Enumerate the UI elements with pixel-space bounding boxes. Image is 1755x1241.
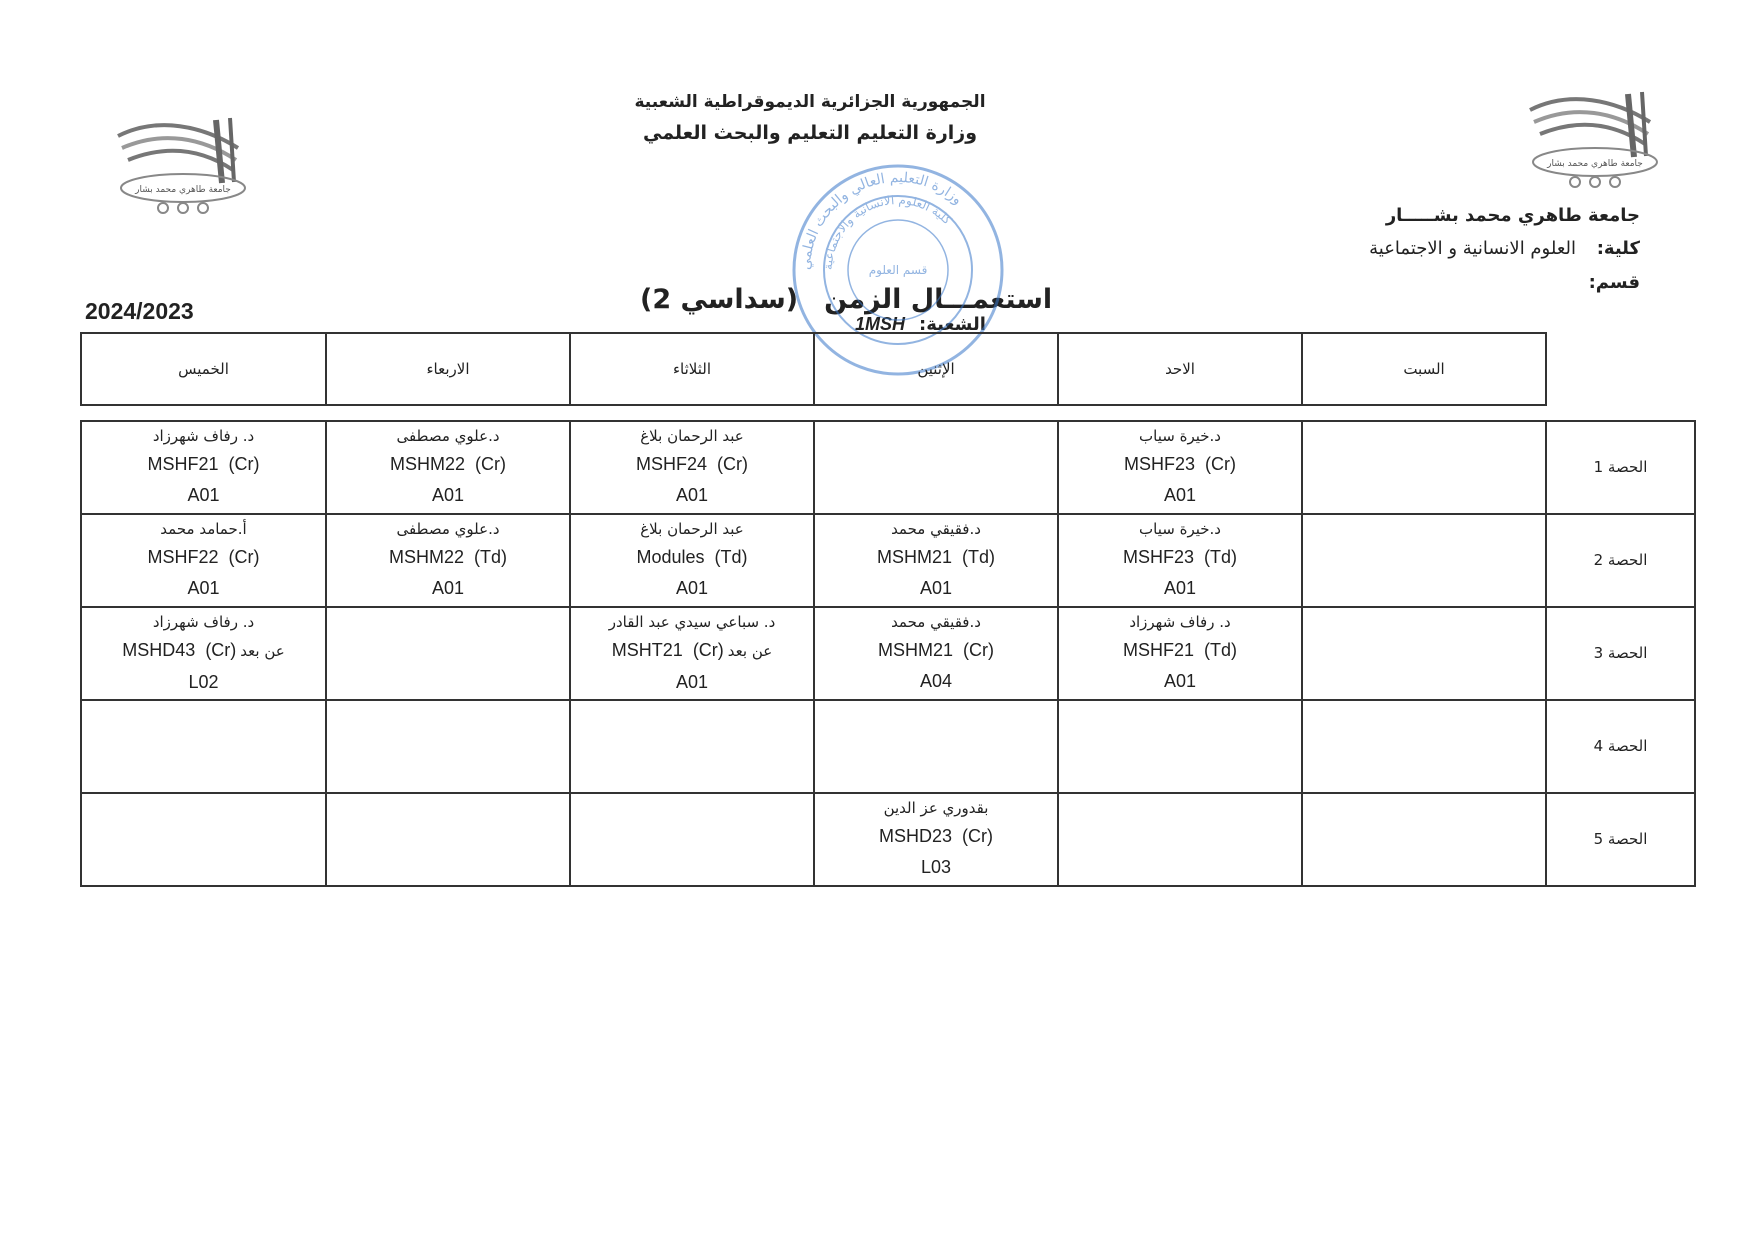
department-label: قسم: — [1588, 272, 1640, 293]
course-code: MSHM21 — [876, 547, 952, 567]
schedule-cell — [1058, 421, 1302, 514]
teacher-name: د.فقيقي محمد — [891, 613, 981, 631]
session-type: (Td) — [1204, 547, 1238, 567]
period-row — [81, 421, 1695, 514]
room-code: A01 — [675, 671, 709, 692]
teacher-name: بقدوري عز الدين — [883, 799, 989, 817]
teacher-name: د.علوي مصطفى — [396, 427, 500, 445]
schedule-cell — [570, 514, 814, 607]
room-code: A01 — [431, 485, 465, 505]
session-type: (Cr) — [962, 826, 994, 846]
schedule-cell — [81, 607, 326, 700]
course-code: MSHF23 — [1122, 547, 1194, 567]
course-code: MSHF22 — [147, 547, 219, 567]
course-code: MSHF23 — [1123, 454, 1195, 474]
teacher-name: د. رفاف شهرزاد — [152, 427, 255, 445]
period-label: الحصة 1 — [1546, 421, 1695, 514]
schedule-cell — [81, 514, 326, 607]
schedule-cell — [814, 700, 1058, 793]
teacher-name: د. رفاف شهرزاد — [1129, 613, 1231, 631]
faculty-value: العلوم الانسانية و الاجتماعية — [1369, 238, 1576, 259]
schedule-cell — [814, 421, 1058, 514]
course-line — [571, 449, 813, 480]
schedule-cell — [81, 793, 326, 886]
schedule-cell — [326, 700, 570, 793]
period-row — [81, 514, 1695, 607]
period-row — [81, 607, 1695, 700]
session-type: (Cr) — [475, 454, 506, 474]
timetable-grid — [80, 420, 1696, 887]
session-type: (Cr) — [963, 640, 994, 660]
branch-code: 1MSH — [855, 314, 906, 334]
schedule-cell — [1302, 700, 1546, 793]
semester-text: (سداسي 2) — [640, 284, 799, 315]
schedule-cell — [1058, 700, 1302, 793]
teacher-name: د.فقيقي محمد — [891, 520, 981, 538]
schedule-cell — [1058, 607, 1302, 700]
course-line — [815, 542, 1057, 573]
room-code: A01 — [1163, 578, 1197, 598]
teacher-name: د.خيرة سياب — [1139, 520, 1221, 538]
schedule-cell — [326, 514, 570, 607]
course-line — [571, 542, 813, 573]
schedule-cell — [1058, 514, 1302, 607]
room-code: A01 — [187, 578, 220, 598]
room-code: A01 — [1163, 485, 1197, 505]
teacher-name: د.خيرة سياب — [1139, 427, 1221, 445]
schedule-cell — [570, 793, 814, 886]
teacher-name: د. سباعي سيدي عبد القادر — [608, 612, 776, 631]
period-label: الحصة 4 — [1546, 700, 1695, 793]
course-code: MSHD23 — [878, 826, 953, 846]
room-code: A04 — [919, 671, 953, 691]
room-code: A01 — [431, 578, 465, 598]
course-code: Modules — [636, 547, 705, 567]
session-type: (Cr) — [692, 639, 724, 660]
period-row — [81, 793, 1695, 886]
faculty-line — [1369, 238, 1640, 259]
schedule-cell — [81, 421, 326, 514]
svg-text:جامعة طاهري محمد بشار: جامعة طاهري محمد بشار — [135, 185, 231, 195]
teacher-name: د. رفاف شهرزاد — [152, 612, 255, 631]
session-type: (Cr) — [205, 639, 237, 660]
schedule-cell — [326, 607, 570, 700]
university-logo-right — [1520, 82, 1670, 192]
schedule-cell — [570, 421, 814, 514]
course-line — [327, 449, 569, 480]
room-code: A01 — [675, 485, 709, 505]
university-logo-left — [108, 108, 258, 218]
course-line — [1059, 449, 1301, 480]
session-type: (Cr) — [228, 547, 260, 567]
day-header-1: الاحد — [1058, 333, 1302, 405]
course-line — [1059, 542, 1301, 573]
schedule-cell — [1302, 514, 1546, 607]
schedule-cell — [1302, 421, 1546, 514]
department-line — [1571, 272, 1640, 293]
teacher-name: د.علوي مصطفى — [396, 520, 500, 538]
session-type: (Cr) — [717, 454, 748, 474]
session-type: (Cr) — [1205, 454, 1236, 474]
period-row — [81, 700, 1695, 793]
republic-title: الجمهورية الجزائرية الديموقراطية الشعبية — [634, 92, 986, 112]
teacher-name: عبد الرحمان بلاغ — [640, 520, 744, 538]
day-header-0: السبت — [1302, 333, 1546, 405]
course-line — [82, 542, 325, 573]
schedule-cell — [326, 793, 570, 886]
schedule-cell — [326, 421, 570, 514]
room-code: A01 — [1163, 671, 1197, 691]
course-line — [815, 821, 1057, 852]
teacher-name: عبد الرحمان بلاغ — [640, 427, 744, 445]
room-code: L02 — [188, 671, 219, 692]
university-name: جامعة طاهري محمد بشـــــار — [1385, 205, 1640, 226]
course-code: MSHD43 — [122, 639, 196, 660]
days-header — [80, 332, 1547, 406]
day-header-3: الثلاثاء — [570, 333, 814, 405]
academic-year: 2024/2023 — [85, 298, 194, 324]
schedule-cell — [1302, 607, 1546, 700]
course-code: MSHM22 — [389, 454, 465, 474]
schedule-cell — [570, 607, 814, 700]
session-type: (Td) — [962, 547, 996, 567]
period-label: الحصة 2 — [1546, 514, 1695, 607]
course-line — [82, 449, 325, 480]
svg-text:وزارة التعليم العالي والبحث ال: وزارة التعليم العالي والبحث العلمي — [797, 169, 966, 271]
delivery-mode: عن بعد — [240, 641, 285, 660]
svg-text:كلية العلوم الانسانية والاجتما: كلية العلوم الانسانية والاجتماعية — [820, 192, 955, 271]
period-label: الحصة 5 — [1546, 793, 1695, 886]
room-code: A01 — [919, 578, 953, 598]
branch-label: الشعبة: — [919, 314, 986, 335]
course-line — [815, 635, 1057, 666]
schedule-cell — [570, 700, 814, 793]
svg-text:جامعة طاهري محمد بشار: جامعة طاهري محمد بشار — [1547, 159, 1643, 169]
delivery-mode: عن بعد — [727, 641, 773, 660]
day-header-2: الإثنين — [814, 333, 1058, 405]
course-code: MSHT21 — [611, 639, 683, 660]
course-code: MSHM21 — [877, 640, 953, 660]
schedule-cell — [814, 514, 1058, 607]
ministry-title: وزارة التعليم التعليم والبحث العلمي — [642, 122, 978, 144]
session-type: (Td) — [1204, 640, 1238, 660]
room-code: L03 — [920, 857, 952, 877]
schedule-cell — [81, 700, 326, 793]
course-code: MSHF21 — [1122, 640, 1194, 660]
title-text: استعمـــال الزمن — [824, 284, 1053, 315]
period-label: الحصة 3 — [1546, 607, 1695, 700]
room-code: A01 — [675, 578, 709, 598]
course-code: MSHM22 — [388, 547, 464, 567]
teacher-name: أ.حمامد محمد — [160, 520, 247, 538]
session-type: (Td) — [714, 547, 748, 567]
session-type: (Cr) — [228, 454, 260, 474]
faculty-label: كلية: — [1596, 238, 1640, 259]
session-type: (Td) — [474, 547, 508, 567]
schedule-cell — [1302, 793, 1546, 886]
course-line — [327, 542, 569, 573]
room-code: A01 — [187, 485, 220, 505]
course-code: MSHF24 — [635, 454, 707, 474]
day-header-4: الاربعاء — [326, 333, 570, 405]
schedule-cell — [814, 793, 1058, 886]
course-line — [82, 635, 325, 667]
schedule-cell — [1058, 793, 1302, 886]
course-line — [1059, 635, 1301, 666]
schedule-cell — [814, 607, 1058, 700]
day-header-5: الخميس — [81, 333, 326, 405]
course-line — [571, 635, 813, 667]
svg-text:قسم العلوم: قسم العلوم — [868, 263, 928, 277]
course-code: MSHF21 — [147, 454, 219, 474]
